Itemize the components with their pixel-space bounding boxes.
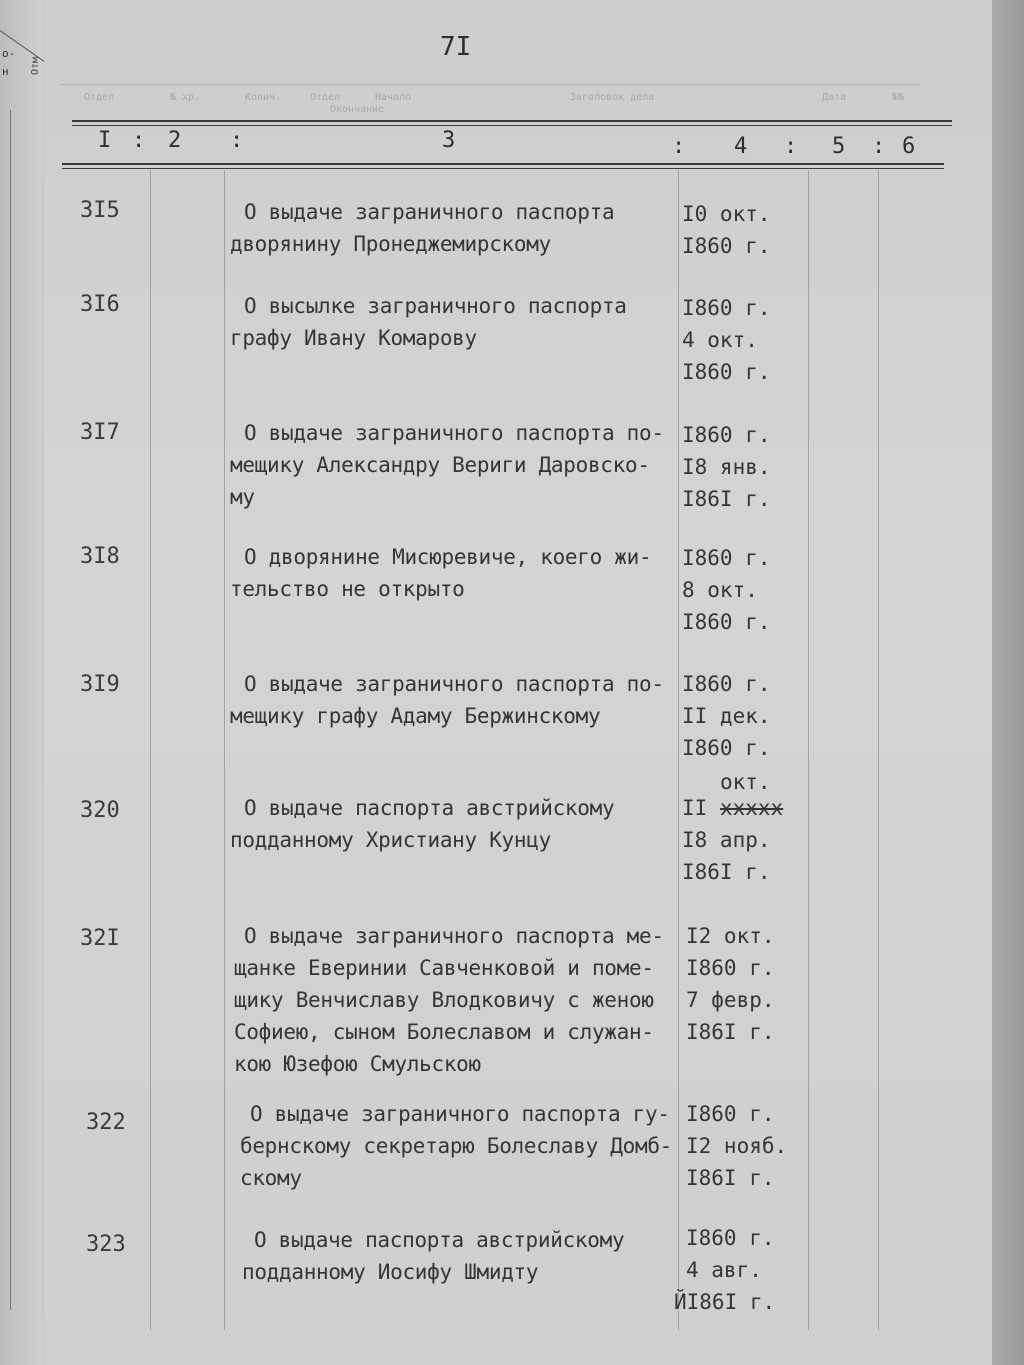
column-number: 4: [734, 134, 748, 159]
header-top-rule: [72, 120, 952, 122]
adjacent-page-fragment-1: о-: [2, 47, 16, 60]
entry-number: 3I8: [80, 544, 120, 569]
entry-title-line: кою Юзефою Смульскою: [234, 1052, 481, 1076]
ghost-header-label: Заголовок дела: [570, 92, 655, 103]
ghost-header-label: №№: [892, 92, 905, 103]
header-top-rule-secondary: [72, 125, 952, 126]
entry-title: [230, 668, 664, 732]
adjacent-page-fragment-2: н: [2, 65, 9, 78]
ghost-header-label: Начало: [375, 92, 412, 103]
header-bottom-rule: [62, 163, 944, 165]
entry-date-line: I2 окт.: [686, 924, 775, 948]
entry-title-line: му: [230, 485, 255, 509]
entry-date-line: ЙI86I г.: [674, 1290, 776, 1314]
entry-title-line: О выдаче заграничного паспорта гу-: [250, 1102, 670, 1126]
entry-date-line: I860 г.: [682, 360, 771, 384]
entry-date-line: I860 г.: [682, 736, 771, 760]
ghost-header-rule: [60, 84, 920, 85]
entry-dates: [682, 419, 771, 515]
entry-title-line: щику Венчиславу Влодковичу с женою: [234, 988, 654, 1012]
entry-title-line: О выдаче заграничного паспорта ме-: [244, 924, 664, 948]
entry-title-line: скому: [240, 1166, 302, 1190]
entry-date-line: I860 г.: [682, 296, 771, 320]
right-page-edge: [992, 0, 1024, 1365]
column-separator: :: [132, 128, 146, 153]
entry-date-line: I86I г.: [682, 487, 771, 511]
entry-dates: [686, 920, 775, 1048]
entry-dates: [674, 1222, 776, 1318]
column-separator: :: [784, 134, 798, 159]
column-rule: [878, 170, 879, 1330]
entry-date-line: I86I г.: [686, 1020, 775, 1044]
entry-date-line: I860 г.: [682, 672, 771, 696]
column-rule: [808, 170, 809, 1330]
column-number: 6: [902, 134, 916, 159]
entry-date-line: 8 окт.: [682, 578, 758, 602]
ghost-header-label: Колич.: [245, 92, 282, 103]
entry-title: [230, 196, 615, 260]
entry-date-line: [682, 792, 783, 824]
entry-title-line: мещику Александру Вериги Даровско-: [230, 453, 650, 477]
entry-dates: [682, 792, 783, 888]
entry-number: 3I7: [80, 420, 120, 445]
entry-date-line: I2 нояб.: [686, 1134, 788, 1158]
entry-title: [230, 792, 615, 856]
ghost-header-label: Окончание: [330, 104, 385, 115]
entry-number: 32I: [80, 926, 120, 951]
entry-number: 3I5: [80, 198, 120, 223]
entry-title: [242, 1224, 625, 1288]
ghost-header-label: Отдел: [310, 92, 341, 103]
entry-date-line: I860 г.: [682, 234, 771, 258]
entry-number: 322: [86, 1110, 126, 1135]
entry-title: [230, 541, 652, 605]
entry-number: 3I9: [80, 672, 120, 697]
column-rule: [150, 170, 151, 1330]
entry-title: [230, 290, 627, 354]
ghost-header-label: № хр.: [170, 92, 201, 103]
entry-title: [240, 1098, 673, 1194]
entry-date-line: 4 авг.: [686, 1258, 762, 1282]
column-number: 5: [832, 134, 846, 159]
entry-title-line: О дворянине Мисюревиче, коего жи-: [244, 545, 652, 569]
entry-title-line: дворянину Пронеджемирскому: [230, 232, 551, 256]
column-number: 2: [168, 128, 182, 153]
entry-date-line: I8 янв.: [682, 455, 771, 479]
entry-title-line: графу Ивану Комарову: [230, 326, 477, 350]
ghost-header-label: Отдел: [84, 92, 115, 103]
entry-date-line: I860 г.: [686, 1226, 775, 1250]
entry-date-line: I860 г.: [682, 610, 771, 634]
column-number: 3: [442, 128, 456, 153]
entry-title-line: О выдаче заграничного паспорта: [244, 200, 615, 224]
entry-dates: [686, 1098, 787, 1194]
entry-title-line: тельство не открыто: [230, 577, 465, 601]
entry-date-line: I0 окт.: [682, 202, 771, 226]
entry-title: [234, 920, 664, 1080]
entry-number: 323: [86, 1232, 126, 1257]
entry-title-line: О выдаче заграничного паспорта по-: [244, 421, 664, 445]
column-rule: [224, 170, 225, 1330]
entry-date-line: I8 апр.: [682, 828, 771, 852]
entry-date-line: II дек.: [682, 704, 771, 728]
entry-dates: [682, 542, 771, 638]
entry-date-line: I860 г.: [682, 546, 771, 570]
page-number: 7I: [440, 32, 472, 62]
entry-dates: [682, 292, 771, 388]
adjacent-page-text: [2, 45, 15, 81]
entry-title-line: О выдаче заграничного паспорта по-: [244, 672, 664, 696]
adjacent-page-rotated-label: Отм: [30, 56, 41, 75]
entry-date-day: II: [682, 796, 708, 820]
ghost-header-label: Дата: [822, 92, 847, 103]
entry-title-line: О выдаче паспорта австрийскому: [244, 796, 615, 820]
entry-date-line: 7 февр.: [686, 988, 775, 1012]
entry-title-line: щанке Еверинии Савченковой и поме-: [234, 956, 654, 980]
header-bottom-rule-secondary: [62, 168, 944, 169]
adjacent-page-rule: [10, 110, 11, 1310]
column-rule: [678, 170, 679, 1330]
struck-date-text: xxxxx: [719, 796, 784, 820]
entry-date-line: I860 г.: [686, 956, 775, 980]
entry-date-line: I860 г.: [686, 1102, 775, 1126]
entry-title-line: подданному Христиану Кунцу: [230, 828, 551, 852]
column-separator: :: [672, 134, 686, 159]
entry-title: [230, 417, 664, 513]
entry-date-line: 4 окт.: [682, 328, 758, 352]
entry-title-line: О выдаче паспорта австрийскому: [254, 1228, 625, 1252]
entry-title-line: бернскому секретарю Болеславу Домб-: [240, 1134, 673, 1158]
entry-dates: [682, 198, 771, 262]
entry-title-line: О высылке заграничного паспорта: [244, 294, 627, 318]
entry-date-line: I860 г.: [682, 423, 771, 447]
column-number: I: [98, 128, 112, 153]
column-separator: :: [230, 128, 244, 153]
date-correction: окт.: [720, 770, 771, 794]
entry-title-line: подданному Иосифу Шмидту: [242, 1260, 539, 1284]
entry-number: 320: [80, 798, 120, 823]
entry-title-line: мещику графу Адаму Бержинскому: [230, 704, 601, 728]
entry-date-line: I86I г.: [686, 1166, 775, 1190]
entry-dates: [682, 668, 771, 764]
column-separator: :: [872, 134, 886, 159]
entry-title-line: Софиею, сыном Болеславом и служан-: [234, 1020, 654, 1044]
entry-date-line: I86I г.: [682, 860, 771, 884]
entry-number: 3I6: [80, 292, 120, 317]
